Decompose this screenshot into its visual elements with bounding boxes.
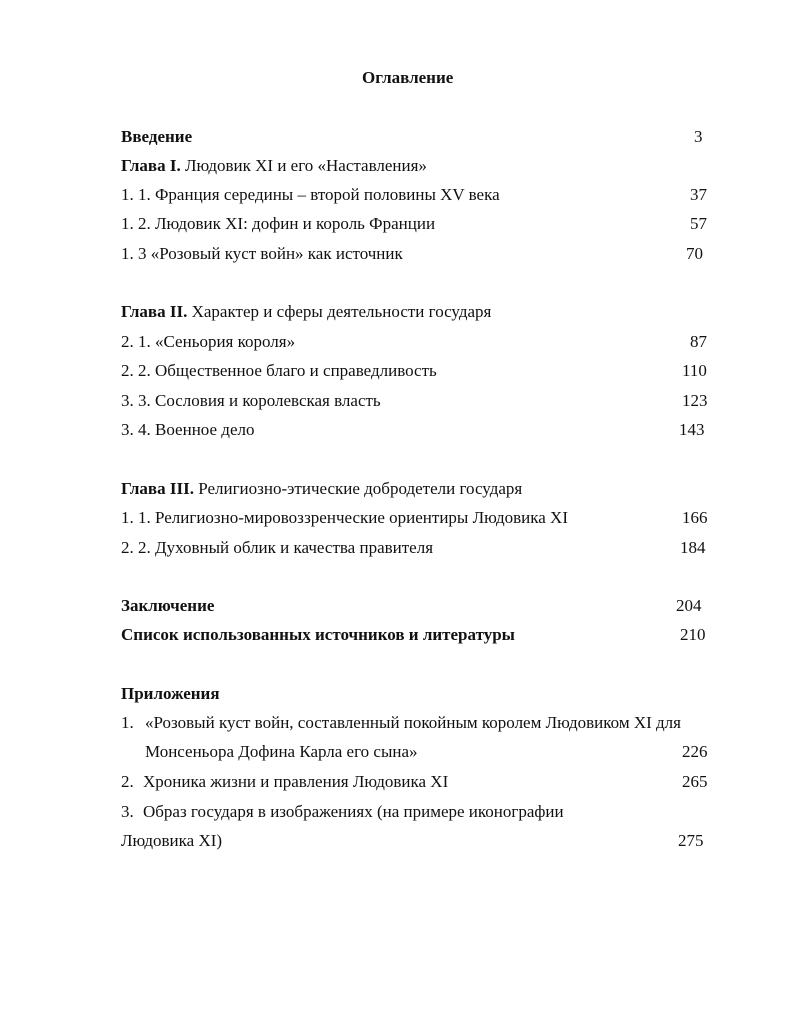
toc-item-page: 143 bbox=[679, 420, 705, 439]
toc-conclusion-label: Заключение bbox=[121, 596, 215, 615]
chapter-3-label: Религиозно-этические добродетели государя bbox=[198, 479, 523, 498]
chapter-1-label: Людовик XI и его «Наставления» bbox=[184, 156, 427, 175]
appendix-item-2-num: 2. bbox=[121, 772, 134, 791]
appendix-item-1-line1: «Розовый куст войн, составленный покойным королем Людовиком XI для bbox=[145, 713, 681, 732]
chapter-2-prefix: Глава II. bbox=[121, 302, 188, 321]
chapter-3-prefix: Глава III. bbox=[121, 479, 194, 498]
toc-item-page: 87 bbox=[690, 332, 707, 351]
toc-item-page: 184 bbox=[680, 538, 706, 557]
appendix-item-2-page: 265 bbox=[682, 772, 708, 791]
toc-item: 1. 1. Франция середины – второй половины XV века bbox=[121, 185, 500, 204]
appendix-item-1-page: 226 bbox=[682, 742, 708, 761]
toc-item: 3. 4. Военное дело bbox=[121, 420, 255, 439]
chapter-2-label: Характер и сферы деятельности государя bbox=[191, 302, 492, 321]
appendix-item-1-num: 1. bbox=[121, 713, 134, 732]
toc-item-page: 37 bbox=[690, 185, 707, 204]
toc-sources-label: Список использованных источников и литературы bbox=[121, 625, 515, 644]
appendix-item-3-line2: Людовика XI) bbox=[121, 831, 223, 850]
toc-item-page: 123 bbox=[682, 391, 708, 410]
toc-intro-label: Введение bbox=[121, 127, 193, 146]
toc-chapter-1 bbox=[121, 156, 427, 176]
toc-chapter-3 bbox=[121, 479, 522, 499]
toc-sources-page: 210 bbox=[680, 625, 706, 644]
toc-conclusion-page: 204 bbox=[676, 596, 702, 615]
toc-item: 1. 1. Религиозно-мировоззренческие ориентиры Людовика XI bbox=[121, 508, 568, 527]
page-title: Оглавление bbox=[362, 68, 454, 87]
toc-chapter-2 bbox=[121, 302, 491, 322]
toc-item-page: 70 bbox=[686, 244, 703, 263]
appendix-item-1-line2: Монсеньора Дофина Карла его сына» bbox=[145, 742, 418, 761]
toc-item-page: 57 bbox=[690, 214, 707, 233]
appendix-item-3-line1: Образ государя в изображениях (на примере иконографии bbox=[143, 802, 564, 821]
toc-item: 3. 3. Сословия и королевская власть bbox=[121, 391, 381, 410]
appendix-item-2-line1: Хроника жизни и правления Людовика XI bbox=[143, 772, 449, 791]
toc-item: 2. 1. «Сеньория короля» bbox=[121, 332, 296, 351]
appendix-item-3-page: 275 bbox=[678, 831, 704, 850]
toc-item: 2. 2. Общественное благо и справедливость bbox=[121, 361, 437, 380]
toc-item: 1. 3 «Розовый куст войн» как источник bbox=[121, 244, 403, 263]
chapter-1-prefix: Глава I. bbox=[121, 156, 181, 175]
toc-intro-page: 3 bbox=[694, 127, 703, 146]
toc-item-page: 110 bbox=[682, 361, 707, 380]
appendix-item-3-num: 3. bbox=[121, 802, 134, 821]
toc-appendix-label: Приложения bbox=[121, 684, 220, 703]
toc-item-page: 166 bbox=[682, 508, 708, 527]
toc-item: 1. 2. Людовик XI: дофин и король Франции bbox=[121, 214, 436, 233]
toc-item: 2. 2. Духовный облик и качества правителя bbox=[121, 538, 434, 557]
